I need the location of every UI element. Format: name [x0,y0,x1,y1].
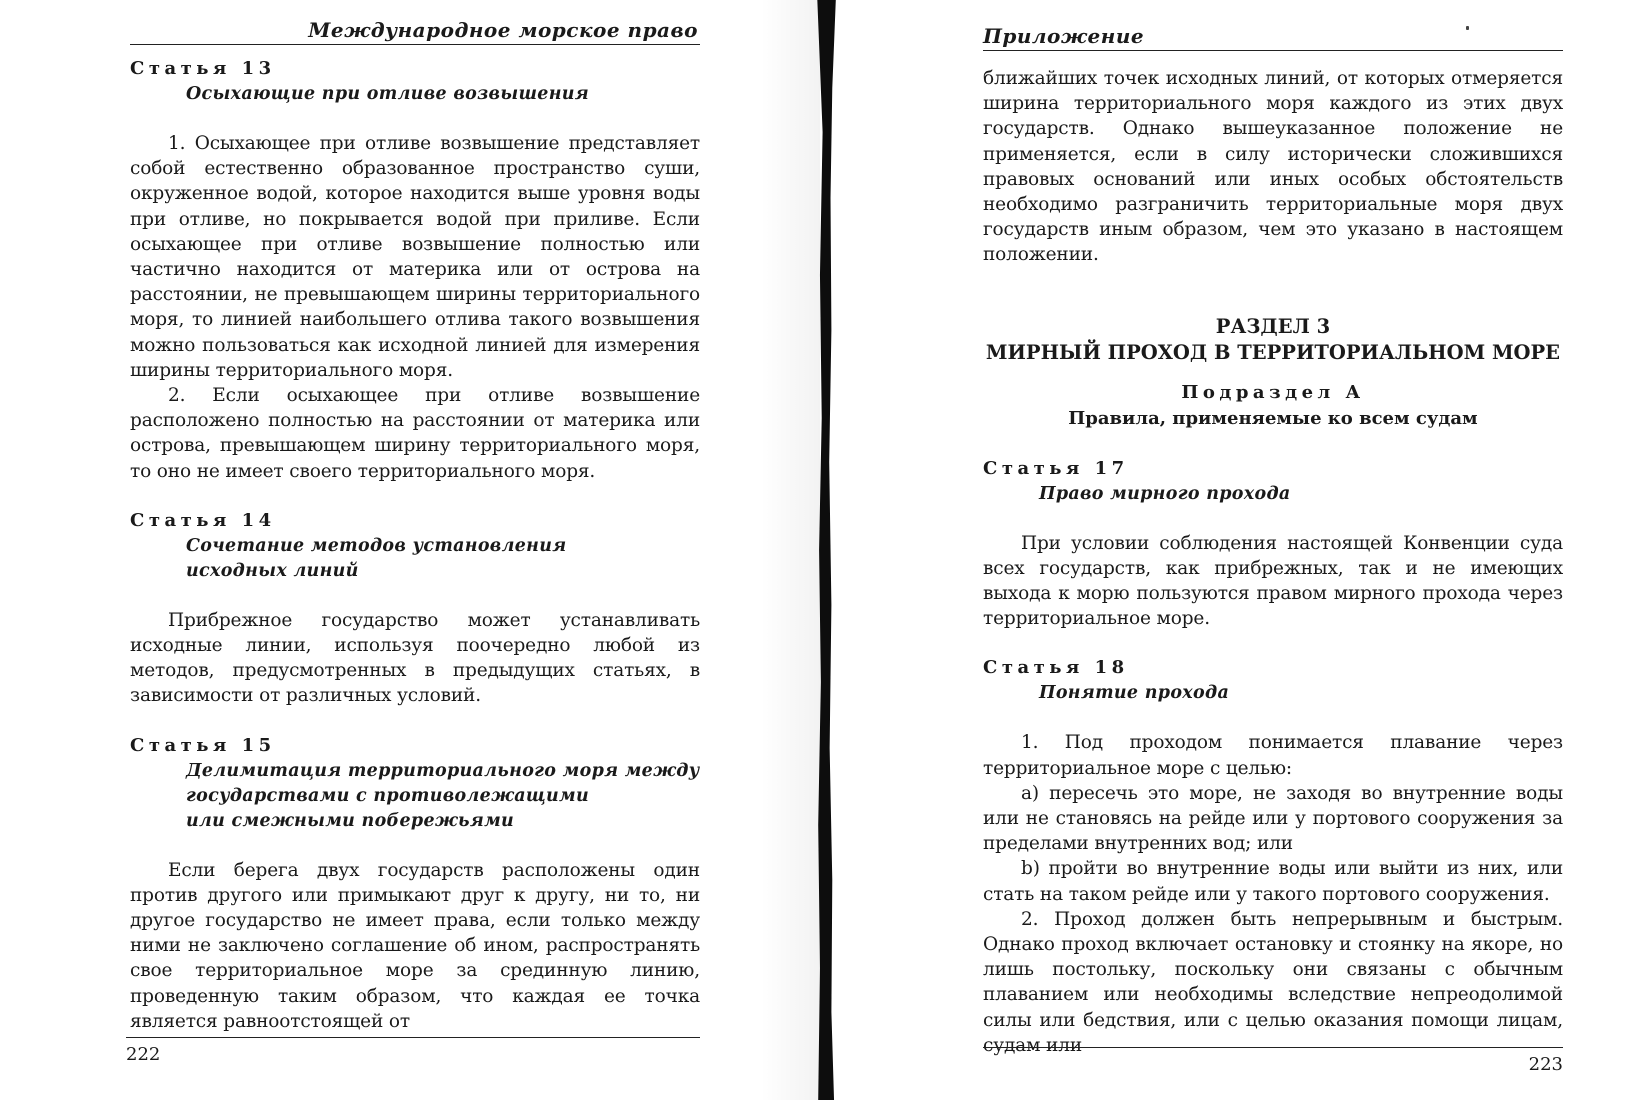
right-page [983,0,1563,1100]
article-number: Статья 17 [983,457,1129,479]
right-page-body [983,66,1563,1058]
right-running-head: Приложение [983,24,1563,51]
right-page-number: 223 [1528,1054,1563,1075]
section-label: РАЗДЕЛ 3 [1215,314,1331,338]
article-15 [130,733,700,1034]
left-footer-rule [126,1037,700,1038]
paragraph: 2. Если осыхающее при отливе возвышение расположено полностью на расстоянии от материка или острова, превышающем ширину территориального моря, то оно не имеет своего территориального моря. [130,385,700,482]
article-number: Статья 14 [130,509,276,531]
article-18 [983,655,1563,1058]
article-14 [130,508,700,709]
right-footer-rule [983,1047,1563,1048]
article-13 [130,56,700,484]
paragraph: 1. Под проходом понимается плавание через территориальное море с целью: [983,732,1563,779]
article-title: государствами с противолежащими [186,785,589,806]
left-page-number: 222 [126,1044,161,1065]
gutter-shadow [760,0,820,1100]
paragraph: b) пройти во внутренние воды или выйти из них, или стать на таком рейде или у такого портового сооружения. [983,858,1563,905]
article-title: Осыхающие при отливе возвышения [186,84,590,104]
article-title: исходных линий [186,560,359,581]
left-page-body [130,56,700,1034]
subsection-title: Правила, применяемые ко всем судам [1068,407,1478,429]
paragraph: 1. Осыхающее при отливе возвышение представляет собой естественно образованное пространство суши, окруженное водой, которое находится выше уровня воды при отливе, но покрывается водой при приливе. Если осыхающее при отливе возвышение полностью или частично находится от материка или от острова на расстоянии, не превышающем ширины территориального моря, то линией наибольшего отлива такого возвышения можно пользоваться как исходной линией для измерения ширины территориального моря. [130,133,700,381]
left-page [126,0,700,1100]
article-title: Понятие прохода [1039,683,1230,704]
left-running-head: Международное морское право [130,18,700,45]
paragraph: 2. Проход должен быть непрерывным и быстрым. Однако проход включает остановку и стоянку на якоре, но лишь постольку, поскольку они связаны с обычным плаванием или необходимы вследствие непреодолимой силы или бедствия, или с целью оказания помощи лицам, судам или [983,908,1563,1056]
article-title: Сочетание методов установления [186,535,567,556]
paragraph: Если берега двух государств расположены один против другого или примыкают друг к другу, ни то, ни другое государство не имеет права, если только между ними не заключено соглашение об ином, распространять свое территориальное море за срединную линию, проведенную таким образом, что каждая ее точка является равноотстоящей от [130,859,700,1032]
subsection-label: Подраздел А [1181,381,1365,403]
section-title: МИРНЫЙ ПРОХОД В ТЕРРИТОРИАЛЬНОМ МОРЕ [985,340,1561,364]
article-number: Статья 18 [983,657,1129,679]
article-title: Делимитация территориального моря между [186,760,700,781]
paragraph: Прибрежное государство может устанавливать исходные линии, используя поочередно любой из методов, предусмотренных в предыдущих статьях, в зависимости от различных условий. [130,609,700,707]
article-17 [983,456,1563,632]
article-number: Статья 15 [130,734,276,756]
continuation-paragraph: ближайших точек исходных линий, от которых отмеряется ширина территориального моря каждого из этих двух государств. Однако вышеуказанное положение не применяется, если в силу исторически сложившихся правовых оснований или иных особых обстоятельств необходимо разграничить территориальные моря двух государств иным образом, чем это указано в настоящем положении. [983,68,1563,266]
article-title: или смежными побережьями [186,810,515,831]
article-title: Право мирного прохода [1039,483,1291,504]
paragraph: При условии соблюдения настоящей Конвенции суда всех государств, как прибрежных, так и не имеющих выхода к морю пользуются правом мирного прохода через территориальное море. [983,532,1563,630]
paragraph: a) пересечь это море, не заходя во внутренние воды или не становясь на рейде или у портового сооружения за пределами внутренних вод; или [983,782,1563,855]
article-number: Статья 13 [130,58,276,79]
